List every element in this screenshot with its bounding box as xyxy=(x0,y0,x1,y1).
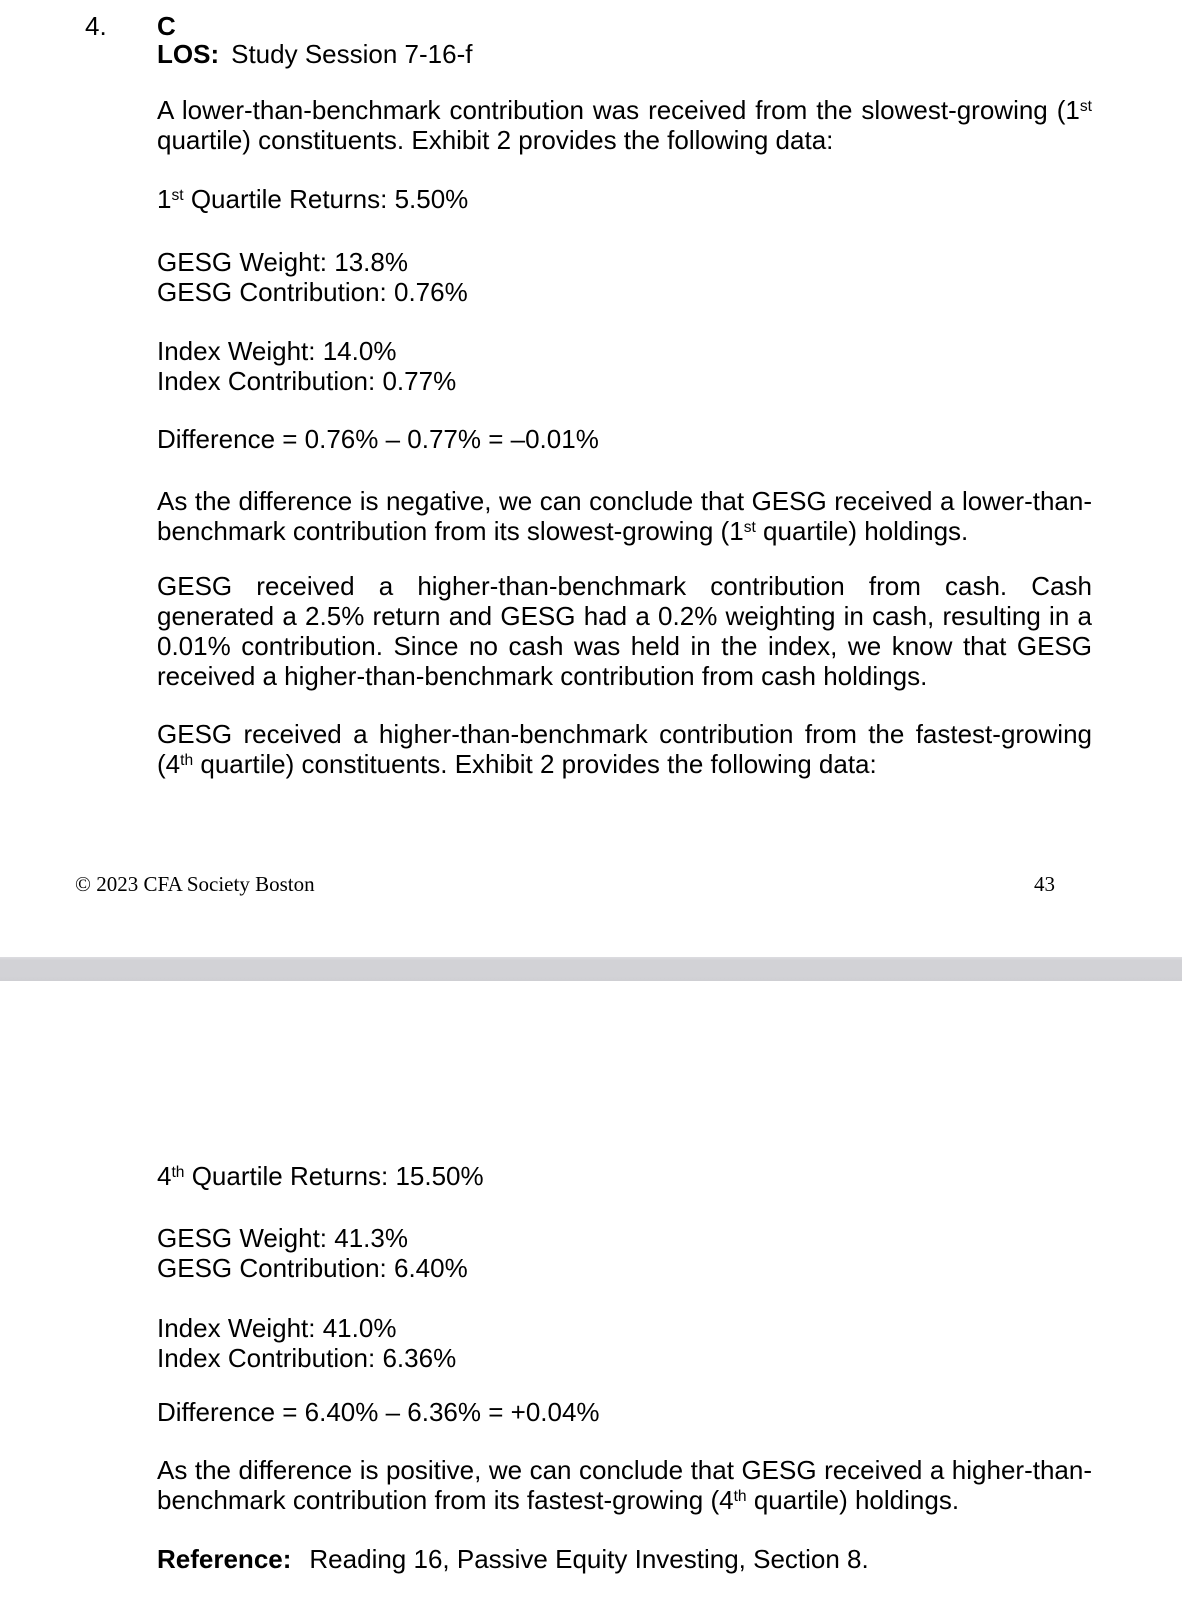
difference-line-2: Difference = 6.40% – 6.36% = +0.04% xyxy=(157,1397,600,1427)
gesg-data-group xyxy=(157,247,1092,307)
index-data-group xyxy=(157,336,1092,396)
reference-row xyxy=(157,1544,1092,1574)
page-number: 43 xyxy=(1034,872,1055,896)
copyright-text: © 2023 CFA Society Boston xyxy=(75,872,315,896)
reference-text: Reading 16, Passive Equity Investing, Section 8. xyxy=(309,1544,869,1574)
index-weight-line: Index Weight: 14.0% xyxy=(157,336,397,366)
answer-letter-row xyxy=(157,11,1092,41)
los-text: Study Session 7-16-f xyxy=(231,39,473,69)
intro-paragraph: A lower-than-benchmark contribution was received from the slowest-growing (1st quartile) constituents. Exhibit 2 provides the following data: xyxy=(157,95,1092,155)
reference-label: Reference: xyxy=(157,1544,292,1574)
los-row xyxy=(157,39,1092,69)
difference-line: Difference = 0.76% – 0.77% = –0.01% xyxy=(157,424,599,454)
index-weight-line: Index Weight: 41.0% xyxy=(157,1313,397,1343)
index-contribution-line: Index Contribution: 6.36% xyxy=(157,1343,457,1373)
question-number: 4. xyxy=(85,11,107,41)
q4-returns-line: 4th Quartile Returns: 15.50% xyxy=(157,1161,484,1191)
q1-returns-line: 1st Quartile Returns: 5.50% xyxy=(157,184,469,214)
gesg-data-group-2 xyxy=(157,1223,1092,1283)
index-contribution-line: Index Contribution: 0.77% xyxy=(157,366,457,396)
gesg-weight-line: GESG Weight: 41.3% xyxy=(157,1223,408,1253)
gesg-weight-line: GESG Weight: 13.8% xyxy=(157,247,408,277)
answer-letter: C xyxy=(157,11,176,41)
cash-paragraph: GESG received a higher-than-benchmark contribution from cash. Cash generated a 2.5% return and GESG had a 0.2% weighting in cash, resulting in a 0.01% contribution. Since no cash was held in the index, we know that GESG received a higher-than-benchmark contribution from cash holdings. xyxy=(157,571,1092,691)
positive-conclusion-paragraph: As the difference is positive, we can conclude that GESG received a higher-than-benchmark contribution from its fastest-growing (4th quartile) holdings. xyxy=(157,1455,1092,1515)
page-gap-divider xyxy=(0,957,1182,981)
index-data-group-2 xyxy=(157,1313,1092,1373)
gesg-contribution-line: GESG Contribution: 6.40% xyxy=(157,1253,468,1283)
fastest-growing-paragraph: GESG received a higher-than-benchmark contribution from the fastest-growing (4th quartile) constituents. Exhibit 2 provides the following data: xyxy=(157,719,1092,779)
gesg-contribution-line: GESG Contribution: 0.76% xyxy=(157,277,468,307)
page-footer xyxy=(75,872,1055,896)
los-label: LOS: xyxy=(157,39,220,69)
negative-conclusion-paragraph: As the difference is negative, we can conclude that GESG received a lower-than-benchmark contribution from its slowest-growing (1st quartile) holdings. xyxy=(157,486,1092,546)
